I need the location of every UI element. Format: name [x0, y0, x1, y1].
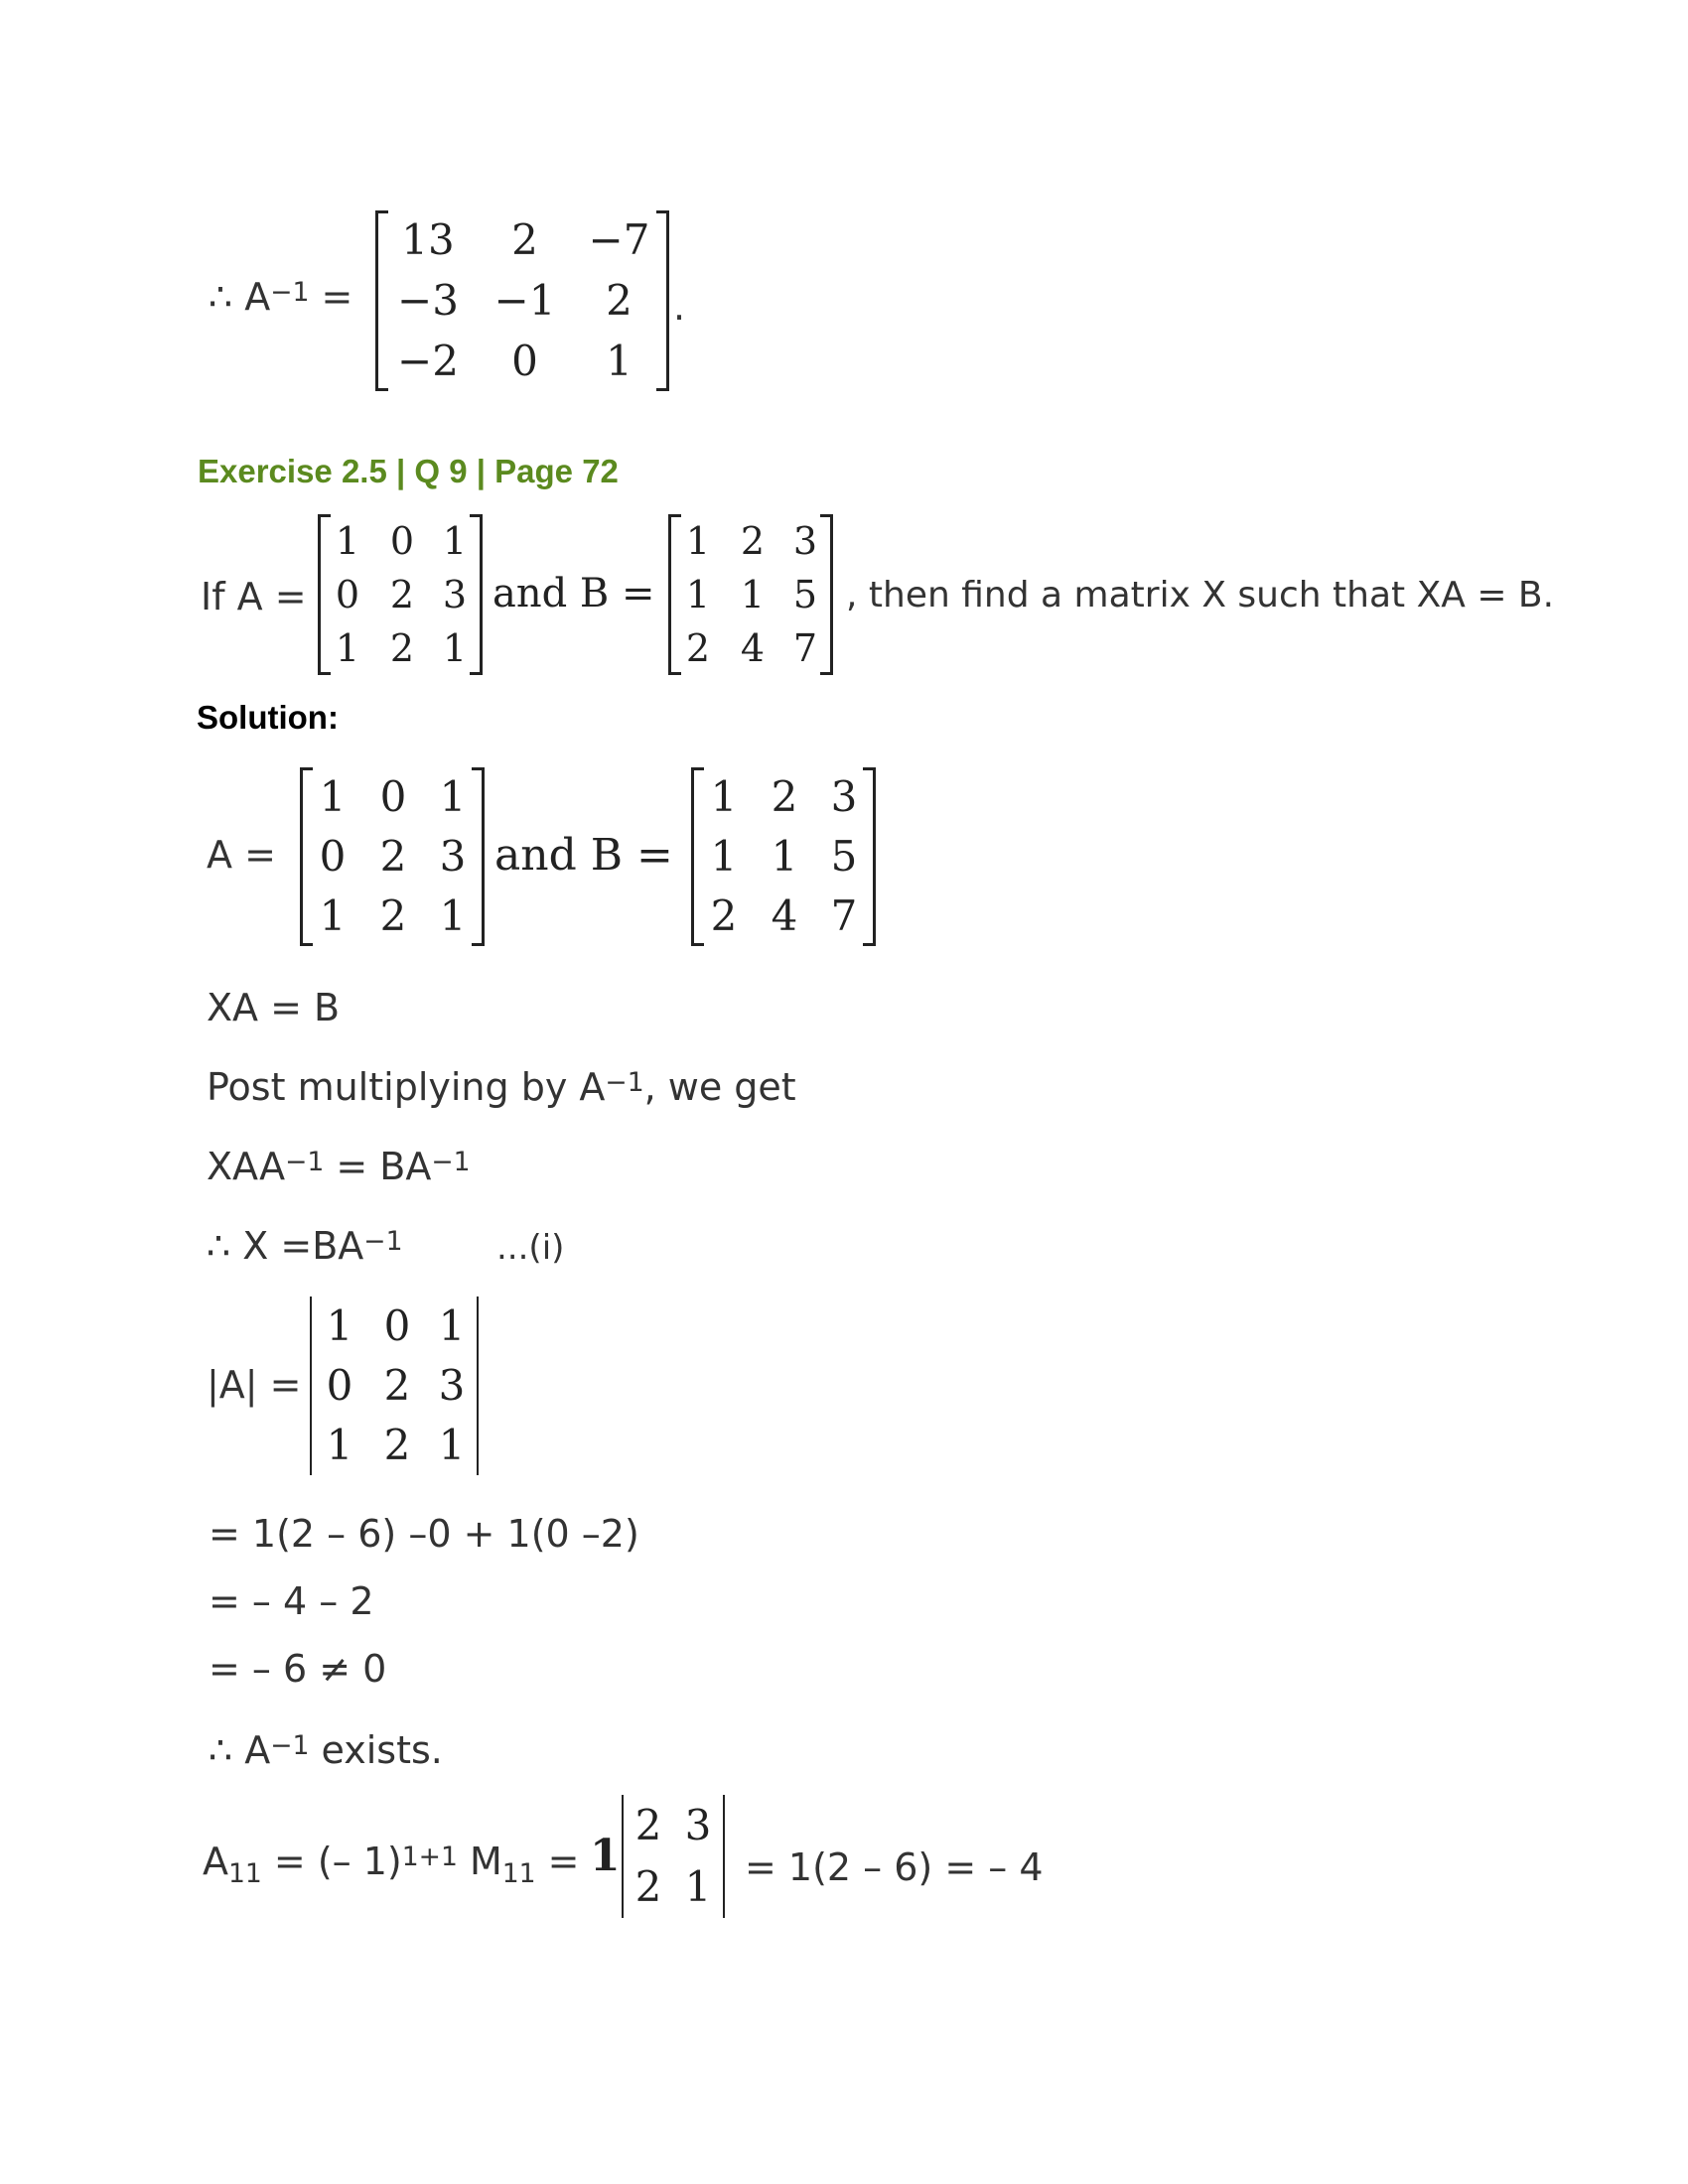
matrix-cell: 3	[684, 1801, 712, 1849]
matrix-cell: 4	[740, 626, 766, 670]
inverse-period: .	[673, 285, 686, 329]
calc-line-2: = – 4 – 2	[209, 1579, 374, 1623]
matrix-cell: 3	[442, 573, 468, 616]
inverse-matrix	[375, 210, 669, 391]
matrix-cell: 2	[511, 215, 538, 265]
matrix-cell: 0	[389, 519, 415, 563]
matrix-cell: 2	[379, 832, 407, 881]
matrix-cell: 2	[634, 1862, 662, 1911]
question-and-b: and B =	[492, 571, 655, 616]
matrix-cell: 1	[740, 573, 766, 616]
line-post-multiplying: Post multiplying by $A^{-1}$, we get	[207, 1065, 796, 1109]
matrix-cell: 1	[710, 832, 738, 881]
det-prefix: |A| =	[207, 1363, 302, 1407]
matrix-cell: 1	[319, 772, 347, 821]
cofactor-coefficient: 1	[590, 1831, 621, 1881]
matrix-cell: 1	[326, 1421, 353, 1469]
matrix-cell: −2	[397, 336, 459, 385]
solution-a-prefix: A =	[207, 833, 276, 877]
matrix-cell: 1	[442, 519, 468, 563]
matrix-cell: 1	[438, 1301, 466, 1350]
inverse-result-label: ∴ $A^{-1}$ =	[209, 275, 353, 319]
matrix-cell: 2	[383, 1421, 411, 1469]
question-matrix-a	[318, 514, 483, 675]
matrix-cell: 1	[319, 891, 347, 940]
matrix-cell: −1	[493, 275, 556, 325]
matrix-cell: 3	[438, 1361, 466, 1410]
solution-and-b: and B =	[494, 830, 673, 881]
matrix-cell: 1	[685, 519, 711, 563]
matrix-cell: 0	[319, 832, 347, 881]
matrix-cell: 2	[771, 772, 798, 821]
equation-reference: ...(i)	[496, 1228, 565, 1268]
matrix-cell: 7	[830, 891, 858, 940]
exercise-heading[interactable]: Exercise 2.5 | Q 9 | Page 72	[198, 453, 619, 489]
matrix-cell: 1	[438, 1421, 466, 1469]
matrix-cell: 13	[401, 215, 455, 265]
matrix-cell: 2	[379, 891, 407, 940]
matrix-cell: 1	[684, 1862, 712, 1911]
matrix-cell: 2	[389, 626, 415, 670]
question-suffix: , then find a matrix X such that XA = B.	[846, 575, 1555, 615]
matrix-cell: 5	[830, 832, 858, 881]
line-x-equals: ∴ $X =BA^{-1}$	[207, 1224, 403, 1268]
matrix-cell: 1	[335, 519, 360, 563]
matrix-cell: 0	[379, 772, 407, 821]
matrix-cell: 1	[326, 1301, 353, 1350]
solution-label: Solution:	[197, 699, 339, 736]
question-matrix-b	[668, 514, 833, 675]
cofactor-result: = 1(2 – 6) = – 4	[745, 1845, 1044, 1889]
calc-line-1: = 1(2 – 6) –0 + 1(0 –2)	[209, 1512, 639, 1556]
solution-matrix-a	[300, 767, 485, 946]
matrix-cell: 1	[439, 772, 467, 821]
line-xaa: $XAA^{-1} = BA^{-1}$	[207, 1145, 471, 1188]
matrix-cell: 2	[740, 519, 766, 563]
question-prefix: If A =	[201, 575, 307, 618]
matrix-cell: 1	[771, 832, 798, 881]
matrix-cell: 7	[792, 626, 818, 670]
matrix-cell: 0	[335, 573, 360, 616]
matrix-cell: 5	[792, 573, 818, 616]
matrix-cell: −7	[588, 215, 650, 265]
matrix-cell: −3	[397, 275, 459, 325]
calc-line-3: = – 6 ≠ 0	[209, 1647, 387, 1691]
matrix-cell: 1	[442, 626, 468, 670]
matrix-cell: 3	[792, 519, 818, 563]
matrix-cell: 0	[326, 1361, 353, 1410]
matrix-cell: 1	[335, 626, 360, 670]
cofactor-a11: $A_{11}$ = (– 1)$^{1+1}$ $M_{11}$ =	[203, 1840, 580, 1889]
matrix-cell: 2	[685, 626, 711, 670]
matrix-cell: 0	[511, 336, 538, 385]
matrix-cell: 0	[383, 1301, 411, 1350]
line-xa-b: XA = B	[207, 986, 341, 1029]
matrix-cell: 3	[439, 832, 467, 881]
matrix-cell: 1	[439, 891, 467, 940]
matrix-cell: 2	[606, 275, 633, 325]
matrix-cell: 2	[634, 1801, 662, 1849]
matrix-cell: 1	[685, 573, 711, 616]
inverse-exists: ∴ $A^{-1}$ exists.	[209, 1728, 443, 1772]
solution-matrix-b	[691, 767, 876, 946]
matrix-cell: 3	[830, 772, 858, 821]
matrix-cell: 4	[771, 891, 798, 940]
matrix-cell: 2	[389, 573, 415, 616]
matrix-cell: 1	[710, 772, 738, 821]
matrix-cell: 2	[710, 891, 738, 940]
determinant-a	[310, 1297, 479, 1475]
matrix-cell: 1	[606, 336, 633, 385]
minor-m11	[622, 1795, 725, 1918]
matrix-cell: 2	[383, 1361, 411, 1410]
